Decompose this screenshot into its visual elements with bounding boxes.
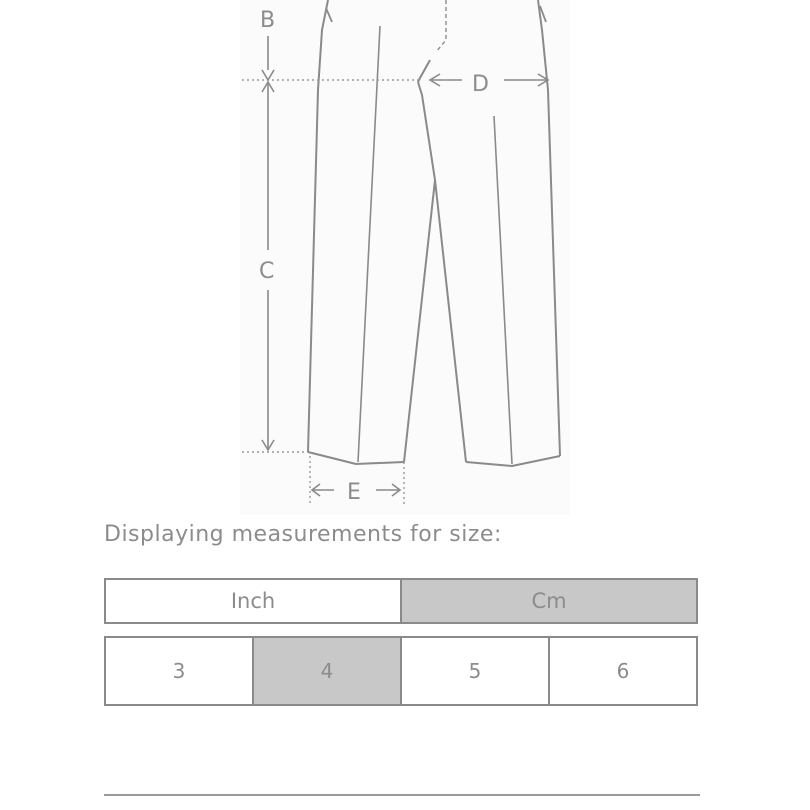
label-c: C (259, 259, 275, 284)
unit-option-inch[interactable]: Inch (104, 578, 402, 624)
unit-option-cm[interactable]: Cm (402, 578, 698, 624)
size-option-4[interactable]: 4 (252, 636, 402, 706)
size-option-5[interactable]: 5 (400, 636, 550, 706)
size-option-6[interactable]: 6 (548, 636, 698, 706)
size-caption: Displaying measurements for size: (104, 522, 502, 547)
label-e: E (347, 480, 361, 505)
label-b: B (260, 8, 276, 33)
label-d: D (472, 72, 489, 97)
illustration-backdrop (240, 0, 570, 515)
size-option-3[interactable]: 3 (104, 636, 254, 706)
bottom-divider (104, 794, 700, 796)
unit-toggle (104, 578, 698, 624)
size-selector (104, 636, 698, 706)
